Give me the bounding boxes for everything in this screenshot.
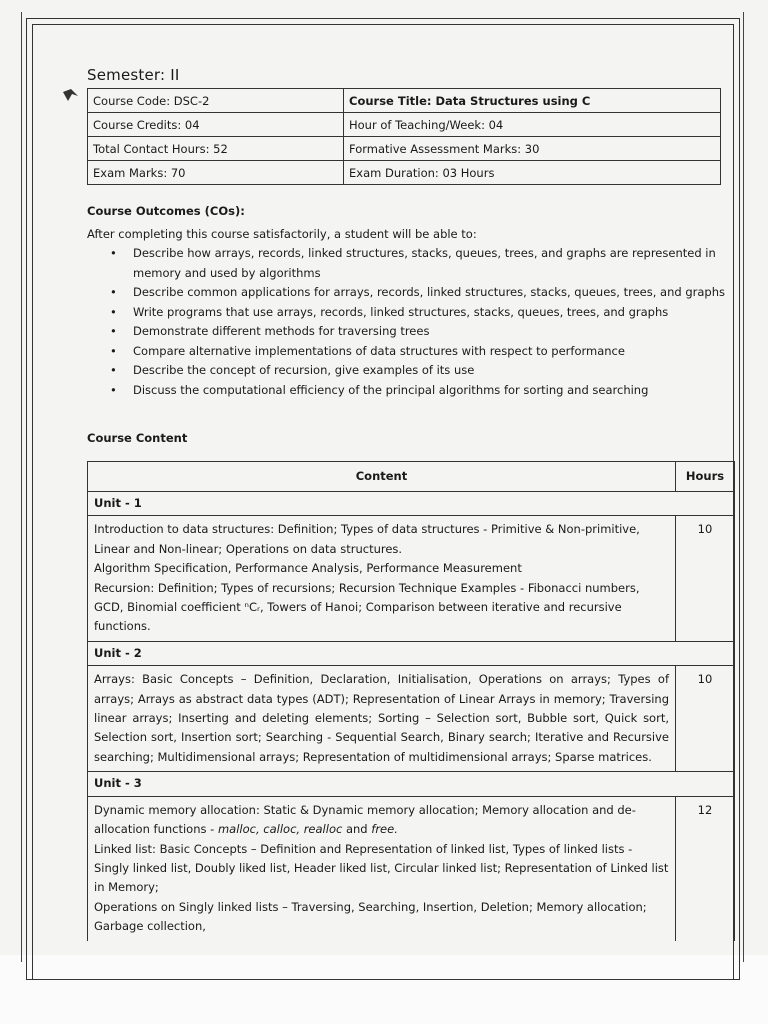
unit-header-row [88, 492, 735, 516]
content-line: Algorithm Specification, Performance Analysis, Performance Measurement [94, 561, 522, 576]
course-info-table [87, 88, 721, 185]
list-item: • Write programs that use arrays, records, linked structures, stacks, queues, trees, and graphs [87, 303, 727, 323]
unit-header-row [88, 641, 735, 665]
course-outcomes-list [87, 244, 727, 400]
unit-title: Unit - 1 [88, 492, 735, 516]
column-header-hours: Hours [676, 462, 735, 492]
content-line: Introduction to data structures: Definition; Types of data structures - Primitive & Non-primitive, Linear and Non-linear; Operations on data structures. [94, 522, 640, 556]
course-credits: Course Credits: 04 [88, 113, 344, 137]
semester-title: Semester: II [87, 66, 180, 84]
unit-content [88, 796, 676, 940]
table-header-row [88, 462, 735, 492]
content-line: Arrays: Basic Concepts – Definition, Declaration, Initialisation, Operations on arrays; Types of arrays; Arrays as abstract data types (ADT); Representation of Linear Arrays in memory; Traversing linear arrays; Inserting and deleting elements; Sorting – Selection sort, Bubble sort, Quick sort, Selection sort, Insertion sort; Searching - Sequential Search, Binary search; Iterative and Recursive searching; Multidimensional arrays; Representation of multidimensional arrays; Sparse matrices. [94, 672, 669, 764]
list-item: • Describe the concept of recursion, give examples of its use [87, 361, 727, 381]
scan-mark-icon [62, 88, 80, 102]
content-line: Operations on Singly linked lists – Traversing, Searching, Insertion, Deletion; Memory allocation; Garbage collection, [94, 899, 647, 934]
teaching-hours: Hour of Teaching/Week: 04 [344, 113, 721, 137]
formative-marks: Formative Assessment Marks: 30 [344, 137, 721, 161]
list-item: • Compare alternative implementations of data structures with respect to performance [87, 342, 727, 362]
unit-content [88, 666, 676, 772]
page-border-line-right [743, 12, 744, 962]
course-info-row [88, 161, 721, 185]
unit-title: Unit - 3 [88, 772, 735, 796]
course-info-row [88, 113, 721, 137]
course-content-table [87, 461, 735, 941]
table-row [88, 666, 735, 772]
list-item: • Describe common applications for arrays, records, linked structures, stacks, queues, trees, and graphs [87, 283, 727, 303]
document-page [38, 30, 728, 955]
course-outcomes-heading: Course Outcomes (COs): [87, 204, 245, 218]
table-row [88, 516, 735, 641]
list-item: • Describe how arrays, records, linked structures, stacks, queues, trees, and graphs are represented in memory and used by algorithms [87, 244, 727, 283]
unit-content [88, 516, 676, 641]
column-header-content: Content [88, 462, 676, 492]
page-border-line-left [21, 12, 22, 962]
content-text: and [342, 822, 372, 837]
unit-hours: 10 [676, 516, 735, 641]
allocation-functions: malloc, calloc, realloc [217, 822, 343, 837]
content-text: Dynamic memory allocation: Static & Dynamic memory allocation; Memory allocation and de-allocation functions - [94, 802, 636, 837]
course-content-heading: Course Content [87, 431, 188, 445]
table-row [88, 796, 735, 940]
course-code: Course Code: DSC-2 [88, 89, 344, 113]
course-title: Course Title: Data Structures using C [344, 89, 721, 113]
unit-header-row [88, 772, 735, 796]
content-line: Recursion: Definition; Types of recursions; Recursion Technique Examples - Fibonacci numbers, GCD, Binomial coefficient ⁿCᵣ, Towers of Hanoi; Comparison between iterative and recursive functions. [94, 580, 640, 634]
unit-title: Unit - 2 [88, 641, 735, 665]
course-info-row [88, 137, 721, 161]
course-info-row [88, 89, 721, 113]
exam-marks: Exam Marks: 70 [88, 161, 344, 185]
content-line [94, 801, 669, 840]
content-line: Linked list: Basic Concepts – Definition and Representation of linked list, Types of linked lists - Singly linked list, Doubly liked list, Header liked list, Circular linked list; Representation of Linked list in Memory; [94, 841, 669, 895]
unit-hours: 10 [676, 666, 735, 772]
unit-hours: 12 [676, 796, 735, 940]
free-function: free. [371, 822, 398, 837]
course-outcomes-intro: After completing this course satisfactorily, a student will be able to: [87, 227, 477, 241]
exam-duration: Exam Duration: 03 Hours [344, 161, 721, 185]
list-item: • Demonstrate different methods for traversing trees [87, 322, 727, 342]
list-item: • Discuss the computational efficiency of the principal algorithms for sorting and searching [87, 381, 727, 401]
contact-hours: Total Contact Hours: 52 [88, 137, 344, 161]
